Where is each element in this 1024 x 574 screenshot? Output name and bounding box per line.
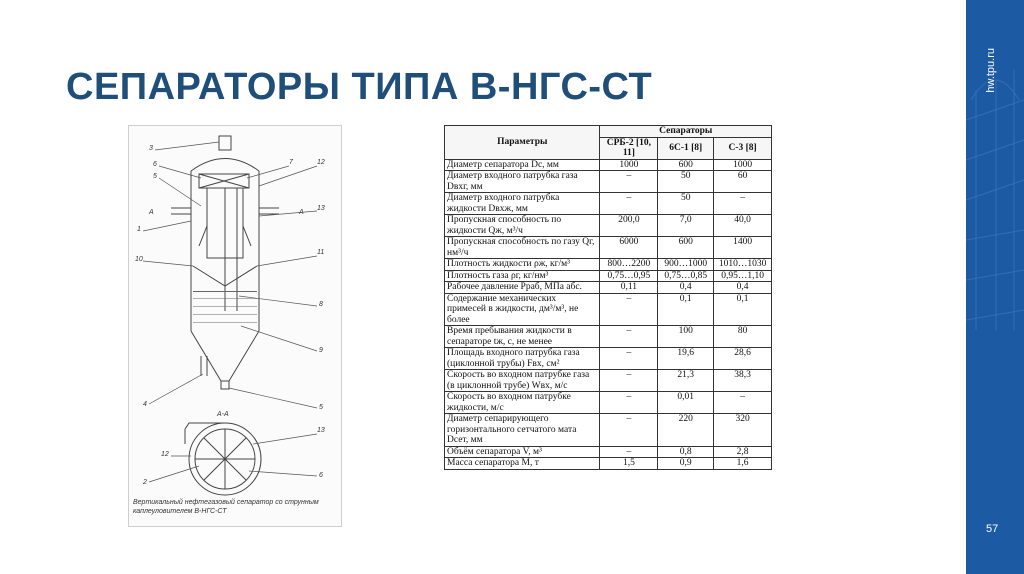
row-value: – [714, 193, 772, 215]
row-value: 600 [658, 237, 714, 259]
row-param: Пропускная способность по газу Qг, нм³/ч [445, 237, 600, 259]
row-value: 2,8 [714, 446, 772, 458]
row-value: 28,6 [714, 348, 772, 370]
row-value: 1010…1030 [714, 259, 772, 271]
row-value: 7,0 [658, 215, 714, 237]
row-value: 200,0 [600, 215, 658, 237]
row-value: 0,11 [600, 282, 658, 294]
separator-parameters-table [444, 125, 772, 470]
row-param: Скорость во входном патрубке жидкости, м/с [445, 392, 600, 414]
row-value: – [714, 392, 772, 414]
row-value: 38,3 [714, 370, 772, 392]
callout-12b: 12 [161, 451, 169, 458]
row-param: Содержание механических примесей в жидкости, дм³/м³, не более [445, 293, 600, 326]
row-value: – [600, 293, 658, 326]
row-value: 1,6 [714, 458, 772, 470]
table-row [445, 370, 772, 392]
row-value: 600 [658, 159, 714, 171]
row-value: – [600, 370, 658, 392]
row-value: – [600, 446, 658, 458]
row-value: 1000 [600, 159, 658, 171]
row-param: Площадь входного патрубка газа (циклонной трубы) Fвх, см² [445, 348, 600, 370]
row-value: – [600, 348, 658, 370]
row-value: – [600, 414, 658, 447]
table-row [445, 293, 772, 326]
header-parameters: Параметры [445, 126, 600, 160]
page-number: 57 [986, 523, 999, 535]
separator-schematic [129, 126, 341, 526]
row-value: 60 [714, 171, 772, 193]
callout-1: 1 [137, 226, 141, 233]
callout-13: 13 [317, 205, 325, 212]
row-param: Объём сепаратора V, м³ [445, 446, 600, 458]
table-row [445, 392, 772, 414]
row-param: Скорость во входном патрубке газа (в циклонной трубе) Wвх, м/с [445, 370, 600, 392]
header-col-s3: С-3 [8] [714, 137, 772, 159]
table-row [445, 171, 772, 193]
vessel-dome [191, 159, 259, 172]
callout-5: 5 [153, 173, 157, 180]
row-param: Время пребывания жидкости в сепараторе tж, с, не менее [445, 326, 600, 348]
row-value: – [600, 171, 658, 193]
callout-3: 3 [149, 145, 153, 152]
separator-drawing [128, 125, 342, 527]
callout-8: 8 [319, 301, 323, 308]
table-row [445, 348, 772, 370]
row-value: – [600, 193, 658, 215]
figure-caption: Вертикальный нефтегазовый сепаратор со струнным каплеуловителем В-НГС-СТ [133, 499, 319, 515]
callout-10: 10 [135, 256, 143, 263]
row-param: Масса сепаратора M, т [445, 458, 600, 470]
row-param: Диаметр сепаратора Dс, мм [445, 159, 600, 171]
row-value: 0,1 [714, 293, 772, 326]
callout-12: 12 [317, 159, 325, 166]
row-param: Рабочее давление Pраб, МПа абс. [445, 282, 600, 294]
callout-2: 2 [143, 479, 147, 486]
arrow-label-left: А [149, 209, 154, 216]
row-value: 80 [714, 326, 772, 348]
header-separators: Сепараторы [600, 126, 772, 138]
callout-6b: 6 [319, 472, 323, 479]
callout-9: 9 [319, 347, 323, 354]
row-value: 0,01 [658, 392, 714, 414]
table-row [445, 215, 772, 237]
row-value: 0,4 [714, 282, 772, 294]
row-value: 1400 [714, 237, 772, 259]
row-value: 50 [658, 171, 714, 193]
site-url: hw.tpu.ru [985, 48, 997, 93]
callout-4: 4 [143, 401, 147, 408]
slide-title: СЕПАРАТОРЫ ТИПА В-НГС-СТ [66, 66, 653, 108]
row-value: 40,0 [714, 215, 772, 237]
row-value: 0,75…0,95 [600, 270, 658, 282]
section-label: А-А [217, 411, 229, 418]
table-row [445, 270, 772, 282]
table-row [445, 193, 772, 215]
row-param: Диаметр входного патрубка газа Dвхг, мм [445, 171, 600, 193]
table-row [445, 458, 772, 470]
row-value: 0,4 [658, 282, 714, 294]
header-col-6s1: 6С-1 [8] [658, 137, 714, 159]
callout-7: 7 [289, 159, 293, 166]
row-value: 50 [658, 193, 714, 215]
row-value: 0,95…1,10 [714, 270, 772, 282]
arrow-label-right: А [299, 209, 304, 216]
row-value: 0,9 [658, 458, 714, 470]
callout-13b: 13 [317, 427, 325, 434]
callout-6: 6 [153, 161, 157, 168]
row-value: 19,6 [658, 348, 714, 370]
row-value: 220 [658, 414, 714, 447]
table-row [445, 326, 772, 348]
row-value: 21,3 [658, 370, 714, 392]
row-value: 0,1 [658, 293, 714, 326]
row-param: Плотность газа ρг, кг/нм³ [445, 270, 600, 282]
row-value: 1000 [714, 159, 772, 171]
callout-11: 11 [317, 249, 325, 256]
row-param: Пропускная способность по жидкости Qж, м³/ч [445, 215, 600, 237]
row-param: Диаметр входного патрубка жидкости Dвхж, мм [445, 193, 600, 215]
row-value: 800…2200 [600, 259, 658, 271]
row-value: 0,8 [658, 446, 714, 458]
row-value: 6000 [600, 237, 658, 259]
table-row [445, 259, 772, 271]
row-value: – [600, 326, 658, 348]
row-value: 0,75…0,85 [658, 270, 714, 282]
row-value: 100 [658, 326, 714, 348]
callout-5b: 5 [319, 404, 323, 411]
table-header-row [445, 126, 772, 138]
table-row [445, 159, 772, 171]
row-param: Диаметр сепарирующего горизонтального сетчатого мата Dсет, мм [445, 414, 600, 447]
row-value: – [600, 392, 658, 414]
table-row [445, 414, 772, 447]
table-row [445, 446, 772, 458]
table-row [445, 282, 772, 294]
row-value: 900…1000 [658, 259, 714, 271]
row-value: 1,5 [600, 458, 658, 470]
top-nozzle [219, 136, 231, 150]
row-param: Плотность жидкости ρж, кг/м³ [445, 259, 600, 271]
header-col-srb2: СРБ-2 [10, 11] [600, 137, 658, 159]
table-row [445, 237, 772, 259]
row-value: 320 [714, 414, 772, 447]
